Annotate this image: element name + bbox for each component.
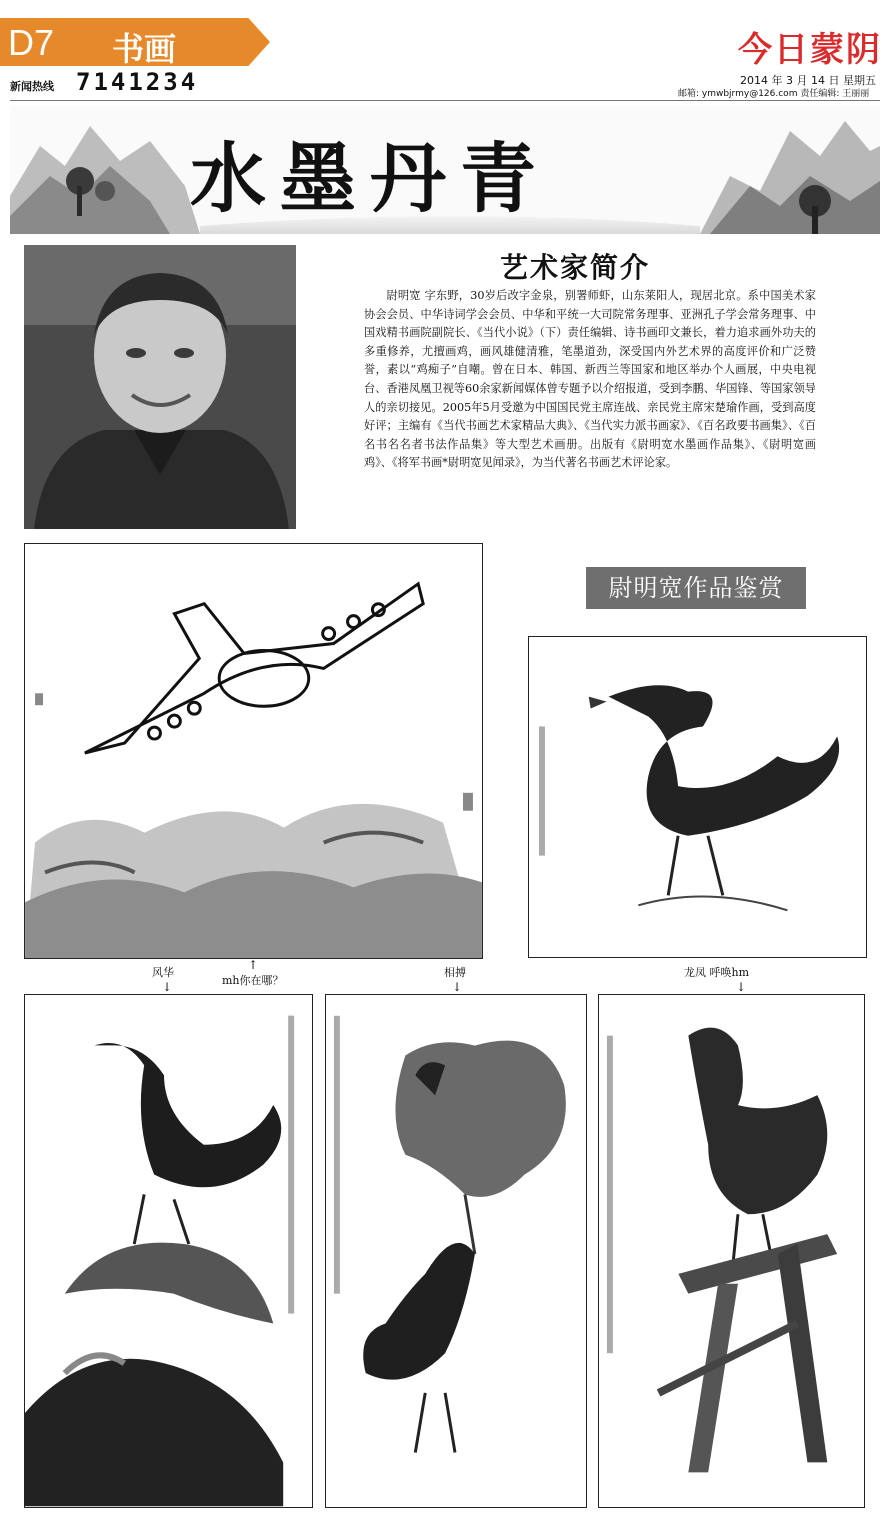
- bio-heading: 艺术家简介: [500, 251, 651, 284]
- painting-rooster-single: [528, 636, 867, 958]
- arrow-up-icon: ↑: [248, 958, 259, 972]
- fighting-roosters-ink-painting: [326, 995, 586, 1507]
- arrow-down-icon: ↓: [736, 980, 747, 994]
- rooster-branches-ink-painting: [599, 995, 864, 1507]
- banner-title: 水墨丹青: [190, 134, 550, 223]
- artist-portrait: [24, 245, 296, 529]
- caption-longfeng: 龙凤 呼唤hm ↓: [684, 966, 750, 994]
- arrow-down-icon: ↓: [162, 980, 173, 994]
- painting-airplane: [24, 543, 483, 959]
- painting-fighting-roosters: [325, 994, 587, 1508]
- section-code: D7: [8, 22, 55, 63]
- issue-meta: 邮箱: ymwbjrmy@126.com 责任编辑: 王丽丽: [678, 89, 870, 99]
- caption-xiangbo: 相搏 ↓: [444, 966, 466, 994]
- caption-where: ↑ mh你在哪？: [222, 958, 284, 987]
- issue-date: 2014 年 3 月 14 日 星期五: [740, 74, 876, 87]
- rooster-lotus-ink-painting: [25, 995, 312, 1507]
- works-heading: 尉明宽作品鉴赏: [586, 567, 806, 609]
- hotline-label: 新闻热线: [10, 80, 54, 93]
- arrow-down-icon: ↓: [452, 980, 463, 994]
- hotline-number: 7141234: [76, 68, 199, 96]
- caption-fenghua: 风华 ↓: [152, 966, 174, 994]
- painting-rooster-lotus: [24, 994, 313, 1508]
- header-divider: [10, 100, 880, 101]
- bio-text: 尉明宽 字东野，30岁后改字金泉，别署师虾，山东莱阳人，现居北京。系中国美术家协会会员、中华诗词学会会员、中华和平统一大司院常务理事、亚洲孔子学会常务理事、中国戏精书画院副院长、《当代小说》（下）责任编辑、诗书画印文兼长，着力追求画外功夫的多重修养，尤擅画鸡，画风雄健清雅，笔墨道劲，深受国内外艺术界的高度评价和广泛赞誉，素以“鸡痴子”自嘲。曾在日本、韩国、新西兰等国家和地区举办个人画展，中央电视台、香港凤凰卫视等60余家新闻媒体曾专题予以介绍报道，受到李鹏、华国锋、等国家领导人的亲切接见。2005年5月受邀为中国国民党主席连战、亲民党主席宋楚瑜作画，受到高度好评；主编有《当代书画艺术家精品大典》、《当代实力派书画家》、《百名政要书画集》、《百名书名名者书法作品集》等大型艺术画册。出版有《尉明宽水墨画作品集》、《尉明宽画鸡》、《将军书画*尉明宽见闻录》，为当代著名书画艺术评论家。: [364, 289, 816, 470]
- section-name: 书画: [112, 30, 177, 68]
- airplane-ink-painting: [25, 544, 482, 958]
- rooster-ink-painting: [529, 637, 866, 957]
- newspaper-masthead: 今日蒙阴: [738, 30, 882, 70]
- portrait-photo: [24, 245, 296, 529]
- painting-rooster-branches: [598, 994, 865, 1508]
